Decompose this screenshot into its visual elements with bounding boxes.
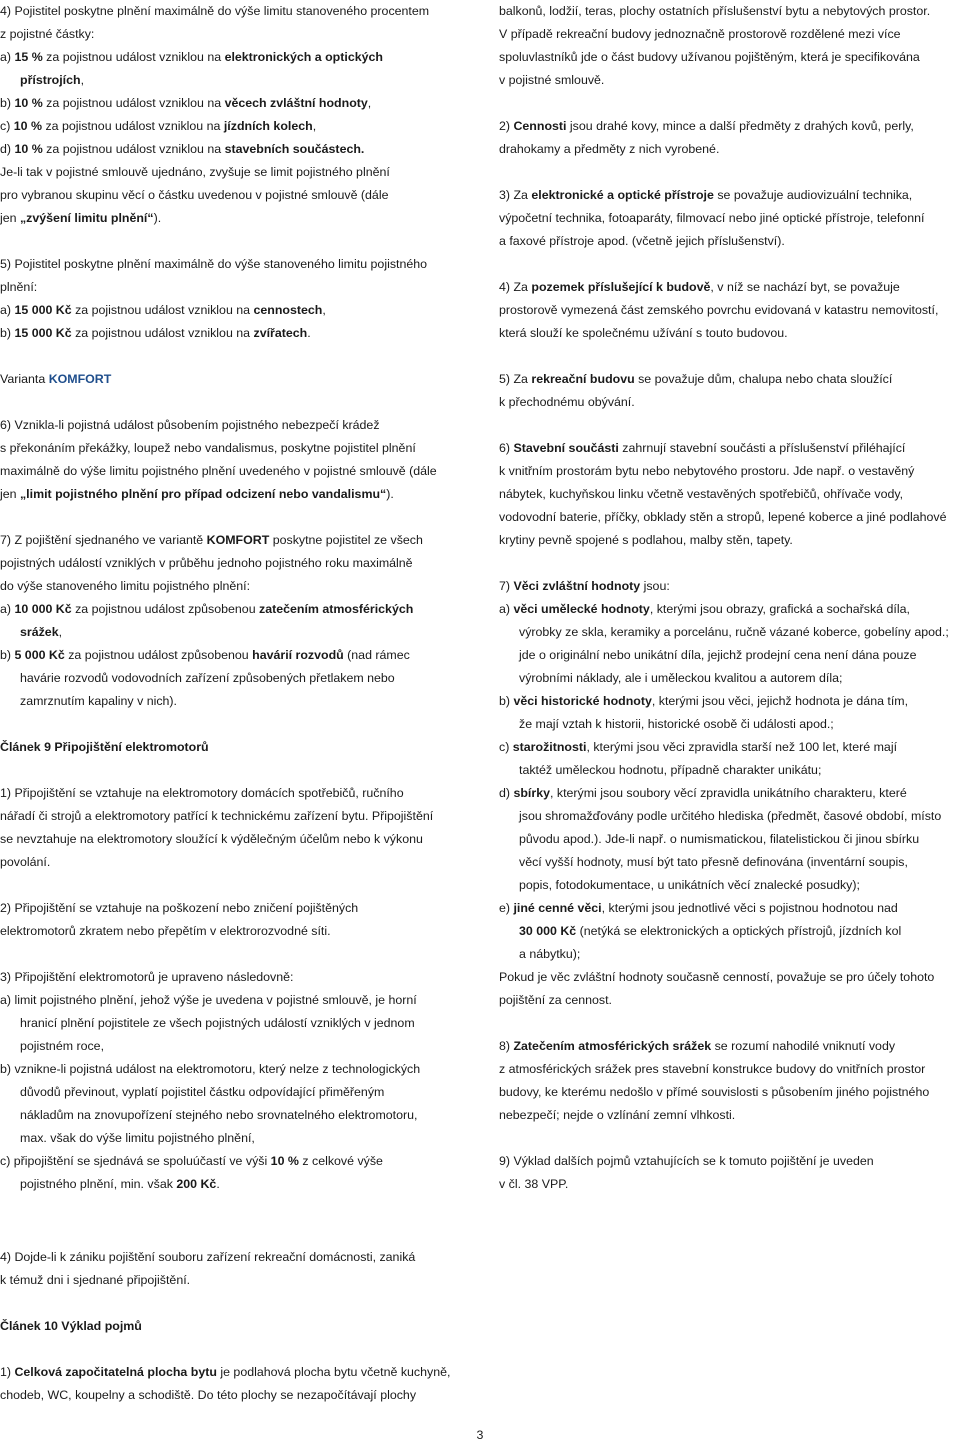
text-line: [499, 230, 960, 253]
text-run: za pojistnou událost vzniklou na: [42, 96, 225, 110]
text-line: [0, 138, 472, 161]
text-line: [499, 575, 960, 598]
text-run: ,: [80, 73, 85, 87]
text-run: max. však do výše limitu pojistného plnění,: [20, 1131, 255, 1145]
text-run: pro vybranou skupinu věcí o částku uvedenou v pojistné smlouvě (dále: [0, 188, 389, 202]
text-run: výpočetní technika, fotoaparáty, filmovací nebo jiné optické přístroje, telefonní: [499, 211, 925, 225]
text-line: [0, 621, 472, 644]
text-line: [499, 943, 960, 966]
text-run: jsou:: [640, 579, 670, 593]
text-run: ,: [367, 96, 372, 110]
bold-term: 15 000 Kč: [14, 303, 72, 317]
paragraph-gap: [499, 92, 960, 115]
text-line: [499, 621, 960, 644]
text-run: do výše stanoveného limitu pojistného plnění:: [0, 579, 251, 593]
text-run: V případě rekreační budovy jednoznačně prostorově rozdělené mezi více: [499, 27, 901, 41]
bold-term: Článek 9 Připojištění elektromotorů: [0, 740, 209, 754]
text-run: za pojistnou událost způsobenou: [64, 648, 253, 662]
text-line: [0, 851, 472, 874]
text-line: [499, 207, 960, 230]
text-run: Pokud je věc zvláštní hodnoty současně cenností, považuje se pro účely tohoto: [499, 970, 935, 984]
text-run: 4) Za: [499, 280, 532, 294]
text-line: [0, 161, 472, 184]
text-line: [0, 460, 472, 483]
text-run: 4) Dojde-li k zániku pojištění souboru zařízení rekreační domácnosti, zaniká: [0, 1250, 416, 1264]
text-line: [0, 253, 472, 276]
text-run: jsou drahé kovy, mince a další předměty z drahých kovů, perly,: [566, 119, 914, 133]
text-line: [0, 1104, 472, 1127]
text-run: d): [0, 142, 15, 156]
text-line: [0, 1173, 472, 1196]
text-line: [499, 690, 960, 713]
text-run: havárie rozvodů vodovodních zařízení způsobených přetlakem nebo: [20, 671, 395, 685]
text-line: [499, 1150, 960, 1173]
paragraph-gap: [499, 414, 960, 437]
text-run: , kterými jsou obrazy, grafická a sochařská díla,: [649, 602, 910, 616]
text-run: 6) Vznikla-li pojistná událost působením pojistného nebezpečí krádež: [0, 418, 380, 432]
text-line: [499, 782, 960, 805]
bold-term: Článek 10 Výklad pojmů: [0, 1319, 142, 1333]
text-run: a): [0, 50, 15, 64]
text-run: pojištění za cennost.: [499, 993, 612, 1007]
text-run: ,: [322, 303, 326, 317]
paragraph-gap: [499, 345, 960, 368]
text-run: 4) Pojistitel poskytne plnění maximálně do výše limitu stanoveného procentem: [0, 4, 430, 18]
text-run: jen: [0, 211, 20, 225]
text-line: [0, 69, 472, 92]
text-run: 7) Z pojištění sjednaného ve variantě: [0, 533, 207, 547]
text-line: [499, 759, 960, 782]
text-run: .: [307, 326, 311, 340]
text-line: [0, 0, 472, 23]
text-run: d): [499, 786, 514, 800]
bold-term: 10 %: [14, 96, 43, 110]
text-line: [0, 1246, 480, 1269]
variant-label: KOMFORT: [48, 372, 112, 386]
bold-term: jiné cenné věci: [513, 901, 602, 915]
text-line: [499, 667, 960, 690]
text-line: [0, 1058, 472, 1081]
text-run: nářadí či strojů a elektromotory patřící k technickému zařízení bytu. Připojištění: [0, 809, 434, 823]
text-line: [499, 184, 960, 207]
text-run: c) připojištění se sjednává se spoluúčastí ve výši: [0, 1154, 271, 1168]
text-run: za pojistnou událost vzniklou na: [42, 50, 225, 64]
bold-term: 5 000 Kč: [14, 648, 65, 662]
text-run: důvodů převinout, vyplatí pojistitel částku odpovídající přiměřeným: [20, 1085, 385, 1099]
text-run: je podlahová plocha bytu včetně kuchyně,: [216, 1365, 451, 1379]
bold-term: 15 %: [14, 50, 43, 64]
text-line: [0, 667, 472, 690]
bold-term: 10 000 Kč: [14, 602, 72, 616]
text-run: 2): [499, 119, 514, 133]
text-line: [499, 69, 960, 92]
text-line: [0, 46, 472, 69]
page-number: 3: [476, 1428, 484, 1442]
bold-term: přístrojích: [20, 73, 81, 87]
text-line: [0, 575, 472, 598]
text-line: [499, 989, 960, 1012]
text-line: [0, 782, 472, 805]
text-line: [499, 46, 960, 69]
text-run: pojistném roce,: [20, 1039, 105, 1053]
text-line: [499, 368, 960, 391]
text-run: se rozumí nahodilé vniknutí vody: [711, 1039, 896, 1053]
text-line: [499, 483, 960, 506]
text-line: [0, 1150, 472, 1173]
paragraph-gap: [0, 345, 472, 368]
text-run: ).: [153, 211, 162, 225]
paragraph-gap: [0, 1338, 480, 1361]
text-run: 9) Výklad dalších pojmů vztahujících se k tomuto pojištění je uveden: [499, 1154, 874, 1168]
text-run: , kterými jsou jednotlivé věci s pojistnou hodnotou nad: [601, 901, 898, 915]
bold-term: cennostech: [253, 303, 323, 317]
text-line: [499, 1104, 960, 1127]
text-run: pojistného plnění, min. však: [20, 1177, 177, 1191]
text-run: se považuje dům, chalupa nebo chata sloužící: [634, 372, 893, 386]
text-run: (nad rámec: [343, 648, 410, 662]
bold-term: KOMFORT: [206, 533, 270, 547]
text-run: taktéž uměleckou hodnotu, případně charakter unikátu;: [519, 763, 822, 777]
text-line: [0, 897, 472, 920]
text-run: za pojistnou událost způsobenou: [71, 602, 260, 616]
text-line: [499, 1035, 960, 1058]
text-run: (netýká se elektronických a optických přístrojů, jízdních kol: [576, 924, 902, 938]
text-line: [0, 92, 472, 115]
text-run: Je-li tak v pojistné smlouvě ujednáno, zvyšuje se limit pojistného plnění: [0, 165, 390, 179]
text-line: [0, 989, 472, 1012]
text-line: [499, 598, 960, 621]
paragraph-gap: [0, 1292, 480, 1315]
text-run: popis, fotodokumentace, u unikátních věcí znalecké posudky);: [519, 878, 860, 892]
text-run: spoluvlastníků jde o část budovy užívanou pojištěným, která je specifikována: [499, 50, 920, 64]
text-run: plnění:: [0, 280, 38, 294]
text-run: b): [0, 326, 15, 340]
bold-term: Celková započitatelná plocha bytu: [14, 1365, 217, 1379]
text-run: nákladům na znovupořízení stejného nebo srovnatelného elektromotoru,: [20, 1108, 418, 1122]
text-run: 3) Za: [499, 188, 532, 202]
text-run: .: [216, 1177, 220, 1191]
text-run: původu apod.). Jde-li např. o numismatickou, filatelistickou či jinou sbírku: [519, 832, 920, 846]
text-run: výrobními náklady, ale i uměleckou kvalitou a autorem díla;: [519, 671, 843, 685]
bold-term: elektronické a optické přístroje: [531, 188, 714, 202]
text-line: [499, 805, 960, 828]
text-run: která slouží ke společnému užívání s touto budovou.: [499, 326, 788, 340]
text-line: [499, 1058, 960, 1081]
paragraph-gap: [499, 161, 960, 184]
bold-term: věci historické hodnoty: [513, 694, 652, 708]
text-line: [0, 805, 472, 828]
text-line: [0, 1035, 472, 1058]
text-run: za pojistnou událost vzniklou na: [42, 119, 224, 133]
text-run: a faxové přístroje apod. (včetně jejich příslušenství).: [499, 234, 785, 248]
bold-term: elektronických a optických: [224, 50, 383, 64]
text-line: [0, 23, 472, 46]
text-line: [499, 874, 960, 897]
text-line: [0, 1012, 472, 1035]
text-run: ,: [58, 625, 63, 639]
text-run: zahrnují stavební součásti a příslušenství přiléhající: [618, 441, 906, 455]
text-line: [499, 644, 960, 667]
text-run: a): [0, 602, 15, 616]
text-run: se nevztahuje na elektromotory sloužící k výdělečným účelům nebo k výkonu: [0, 832, 423, 846]
text-line: [499, 828, 960, 851]
text-line: [0, 598, 472, 621]
text-run: že mají vztah k historii, historické osobě či události apod.;: [519, 717, 834, 731]
text-run: Varianta: [0, 372, 49, 386]
text-run: z celkové výše: [298, 1154, 383, 1168]
text-line: [499, 322, 960, 345]
text-run: 2) Připojištění se vztahuje na poškození nebo zničení pojištěných: [0, 901, 359, 915]
text-line: [0, 299, 472, 322]
text-run: 1): [0, 1365, 15, 1379]
text-line: [499, 966, 960, 989]
text-line: [499, 851, 960, 874]
text-run: s překonáním překážky, loupež nebo vandalismus, poskytne pojistitel plnění: [0, 441, 416, 455]
text-run: 8): [499, 1039, 514, 1053]
bold-term: stavebních součástech.: [224, 142, 365, 156]
bold-term: starožitnosti: [512, 740, 587, 754]
bold-term: „limit pojistného plnění pro případ odcizení nebo vandalismu“: [19, 487, 387, 501]
text-line: [0, 1384, 480, 1407]
text-line: [499, 299, 960, 322]
text-run: chodeb, WC, koupelny a schodiště. Do této plochy se nezapočítávají plochy: [0, 1388, 417, 1402]
text-run: k vnitřním prostorám bytu nebo nebytového prostoru. Jde např. o vestavěný: [499, 464, 915, 478]
text-run: povolání.: [0, 855, 51, 869]
text-line: [499, 23, 960, 46]
text-run: k přechodnému obývání.: [499, 395, 635, 409]
paragraph-gap: [0, 759, 472, 782]
text-run: budovy, ke kterému nedošlo v přímé souvislosti s působením jiného pojistného: [499, 1085, 930, 1099]
text-line: [0, 207, 472, 230]
text-line: [499, 506, 960, 529]
text-run: e): [499, 901, 514, 915]
paragraph-gap: [0, 713, 472, 736]
text-run: 5) Pojistitel poskytne plnění maximálně do výše stanoveného limitu pojistného: [0, 257, 428, 271]
text-run: jen: [0, 487, 20, 501]
text-run: nebezpečí; nejde o vzlínání zemní vlhkosti.: [499, 1108, 736, 1122]
bold-term: Věci zvláštní hodnoty: [513, 579, 641, 593]
text-run: prostorově vymezená část zemského povrchu evidovaná v katastru nemovitostí,: [499, 303, 939, 317]
text-run: poskytne pojistitel ze všech: [269, 533, 423, 547]
text-line: [0, 115, 472, 138]
bold-term: zatečením atmosférických: [259, 602, 414, 616]
bold-term: pozemek příslušející k budově: [531, 280, 711, 294]
paragraph-gap: [499, 1127, 960, 1150]
text-run: a nábytku);: [519, 947, 581, 961]
text-run: b): [499, 694, 514, 708]
text-run: z atmosférických srážek pres stavební konstrukce budovy do vnitřních prostor: [499, 1062, 926, 1076]
text-run: a): [0, 303, 15, 317]
paragraph-gap: [499, 1012, 960, 1035]
text-run: za pojistnou událost vzniklou na: [71, 303, 254, 317]
text-run: 7): [499, 579, 514, 593]
bold-term: zvířatech: [253, 326, 308, 340]
text-line: [0, 414, 472, 437]
text-run: za pojistnou událost vzniklou na: [42, 142, 225, 156]
text-run: 6): [499, 441, 514, 455]
text-line: [0, 920, 472, 943]
bold-term: Zatečením atmosférických srážek: [513, 1039, 712, 1053]
text-line: [0, 1361, 480, 1384]
text-line: [499, 529, 960, 552]
text-run: c): [0, 119, 14, 133]
bold-term: Cennosti: [513, 119, 567, 133]
text-line: [0, 529, 472, 552]
text-line: [499, 391, 960, 414]
text-line: [499, 1081, 960, 1104]
text-line: [0, 552, 472, 575]
text-run: 3) Připojištění elektromotorů je upraveno následovně:: [0, 970, 294, 984]
bold-term: rekreační budovu: [531, 372, 635, 386]
paragraph-gap: [0, 943, 472, 966]
right-column: [499, 0, 960, 1196]
text-run: k témuž dni i sjednané připojištění.: [0, 1273, 191, 1287]
text-run: , kterými jsou věci zpravidla starší než 100 let, které mají: [586, 740, 898, 754]
text-run: , v níž se nachází byt, se považuje: [710, 280, 900, 294]
bold-term: jízdních kolech: [223, 119, 313, 133]
text-line: [499, 460, 960, 483]
text-line: [0, 276, 472, 299]
text-line: [0, 1081, 472, 1104]
paragraph-gap: [0, 506, 472, 529]
text-run: věcí vyšší hodnoty, musí být tato přesně definována (inventární soupis,: [519, 855, 908, 869]
bold-term: 10 %: [270, 1154, 299, 1168]
text-run: z pojistné částky:: [0, 27, 95, 41]
text-run: ).: [386, 487, 394, 501]
text-line: [0, 828, 472, 851]
text-line: [0, 483, 472, 506]
text-run: , kterými jsou soubory věcí zpravidla unikátního charakteru, které: [549, 786, 907, 800]
text-run: v pojistné smlouvě.: [499, 73, 605, 87]
left-column: [0, 0, 472, 1196]
text-run: výrobky ze skla, keramiky a porcelánu, ručně vázané koberce, gobelíny apod.;: [519, 625, 949, 639]
text-run: za pojistnou událost vzniklou na: [71, 326, 254, 340]
text-run: ,: [312, 119, 317, 133]
text-line: [499, 713, 960, 736]
text-line: [0, 437, 472, 460]
paragraph-gap: [0, 391, 472, 414]
bold-term: havárií rozvodů: [252, 648, 344, 662]
bold-term: 30 000 Kč: [519, 924, 577, 938]
bold-term: 10 %: [13, 119, 43, 133]
bold-term: 15 000 Kč: [14, 326, 72, 340]
bold-term: „zvýšení limitu plnění“: [19, 211, 154, 225]
bottom-block: [0, 1246, 480, 1407]
bold-term: 10 %: [14, 142, 43, 156]
paragraph-gap: [499, 253, 960, 276]
text-run: b) vznikne-li pojistná událost na elektromotoru, který nelze z technologických: [0, 1062, 421, 1076]
text-run: 1) Připojištění se vztahuje na elektromotory domácích spotřebičů, ručního: [0, 786, 404, 800]
text-run: maximálně do výše limitu pojistného plnění uvedeného v pojistné smlouvě (dále: [0, 464, 437, 478]
bold-term: Stavební součásti: [513, 441, 619, 455]
text-line: [499, 437, 960, 460]
text-line: [0, 690, 472, 713]
paragraph-gap: [0, 874, 472, 897]
text-line: [499, 138, 960, 161]
text-line: [0, 644, 472, 667]
text-line: [0, 1269, 480, 1292]
text-run: vodovodní baterie, příčky, obklady stěn a stropů, lepené koberce a jiné podlahové: [499, 510, 947, 524]
text-line: [499, 1173, 960, 1196]
text-line: [0, 736, 472, 759]
text-line: [0, 184, 472, 207]
text-run: balkonů, lodžií, teras, plochy ostatních příslušenství bytu a nebytových prostor.: [499, 4, 931, 18]
bold-term: věci umělecké hodnoty: [513, 602, 650, 616]
text-run: b): [0, 96, 15, 110]
text-line: [499, 897, 960, 920]
text-run: , kterými jsou věci, jejichž hodnota je dána tím,: [651, 694, 909, 708]
text-line: [0, 1127, 472, 1150]
text-line: [499, 736, 960, 759]
text-line: [0, 966, 472, 989]
text-run: c): [499, 740, 513, 754]
text-run: 5) Za: [499, 372, 532, 386]
text-line: [499, 115, 960, 138]
text-run: se považuje audiovizuální technika,: [713, 188, 913, 202]
bold-term: srážek: [20, 625, 59, 639]
text-run: a): [499, 602, 514, 616]
text-run: jsou shromažďovány podle určitého hlediska (předmět, časové období, místo: [519, 809, 942, 823]
paragraph-gap: [0, 230, 472, 253]
text-run: v čl. 38 VPP.: [499, 1177, 569, 1191]
text-run: zamrznutím kapaliny v nich).: [20, 694, 178, 708]
text-line: [0, 322, 472, 345]
text-run: elektromotorů zkratem nebo přepětím v elektrorozvodné síti.: [0, 924, 331, 938]
text-run: nábytek, kuchyňskou linku včetně vestavěných spotřebičů, ohřívače vody,: [499, 487, 904, 501]
text-run: hranicí plnění pojistitele ze všech pojistných událostí vzniklých v jednom: [20, 1016, 415, 1030]
bold-term: sbírky: [513, 786, 550, 800]
text-line: [499, 0, 960, 23]
text-line: [0, 1315, 480, 1338]
text-run: krytiny pevně spojené s podlahou, malby stěn, tapety.: [499, 533, 793, 547]
text-line: [499, 276, 960, 299]
paragraph-gap: [499, 552, 960, 575]
text-run: jde o originální nebo unikátní díla, jejichž prodejní cena není dána pouze: [519, 648, 917, 662]
text-line: [499, 920, 960, 943]
bold-term: 200 Kč: [176, 1177, 217, 1191]
text-run: a) limit pojistného plnění, jehož výše je uvedena v pojistné smlouvě, je horní: [0, 993, 417, 1007]
bold-term: věcech zvláštní hodnoty: [224, 96, 368, 110]
text-run: drahokamy a předměty z nich vyrobené.: [499, 142, 720, 156]
text-run: b): [0, 648, 15, 662]
text-run: pojistných událostí vzniklých v průběhu jednoho pojistného roku maximálně: [0, 556, 413, 570]
text-line: [0, 368, 472, 391]
